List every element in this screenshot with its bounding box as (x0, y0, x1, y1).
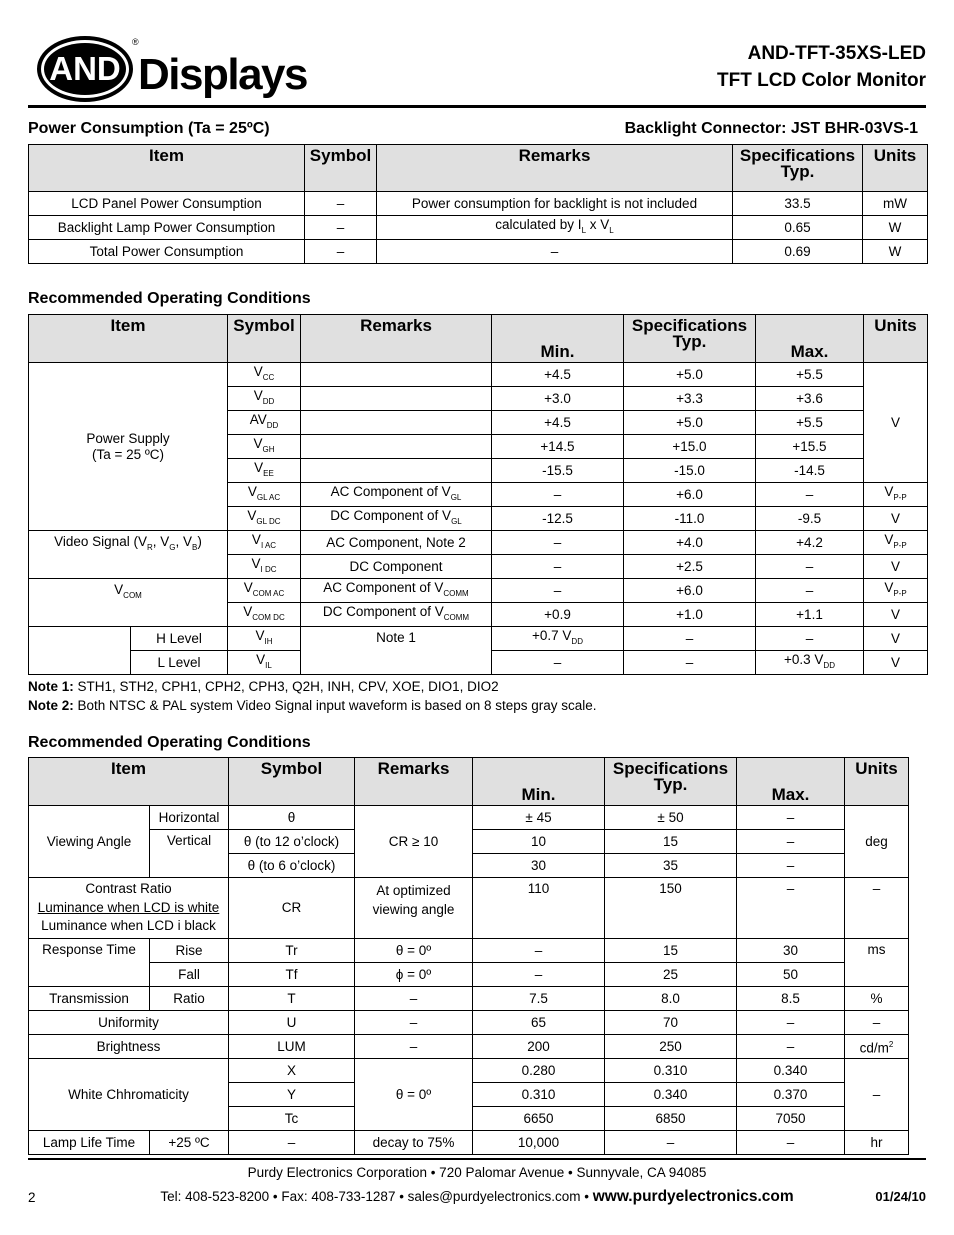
roc2-section-title: Recommended Operating Conditions (28, 734, 311, 751)
operating-conditions-table-1 (28, 314, 928, 675)
table-header-row: Item Symbol Remarks Min. Specifications Typ. Max. Units (29, 758, 909, 806)
table-row: White Chhromaticity X θ = 0º 0.280 0.310 0.340 – (29, 1059, 909, 1083)
table-row: LCD Panel Power Consumption – Power consumption for backlight is not included 33.5 mW (29, 192, 928, 216)
page-number: 2 (28, 1190, 36, 1205)
table-row: $V_{COM}$ $V_{COM AC}$ AC Component of $V_{COMM}$ – +6.0 – $V_{P-P}$ (29, 579, 928, 603)
backlight-connector: Backlight Connector: JST BHR-03VS-1 (624, 120, 918, 137)
document-title (717, 40, 926, 94)
table-row: Video Signal ($V_R$, $V_G$, $V_B$) $V_{I AC}$ AC Component, Note 2 – +4.0 +4.2 $V_{P-P}$ (29, 531, 928, 555)
table-row: $V_{COM DC}$ DC Component of $V_{COMM}$ +0.9 +1.0 +1.1 V (29, 603, 928, 627)
table-row: Response Time Rise Tr θ = 0º – 15 30 ms (29, 939, 909, 963)
model-number: AND-TFT-35XS-LED (747, 43, 926, 64)
operating-conditions-table-2 (28, 757, 909, 1155)
table-row: Uniformity U – 65 70 – – (29, 1011, 909, 1035)
table-row: Viewing Angle Horizontal θ CR ≥ 10 ± 45 ± 50 – deg (29, 806, 909, 830)
table-row: L Level $V_{IL}$ – – +0.3 $V_{DD}$ V (29, 651, 928, 675)
video-signal-label: Video Signal ($V_R$, $V_G$, $V_B$) (29, 531, 228, 579)
table-row: θ (to 6 o’clock) 30 35 – (29, 854, 909, 878)
revision-date: 01/24/10 (875, 1189, 926, 1204)
table-row: Power Supply (Ta = 25 ºC) $V_{CC}$ +4.5 +5.0 +5.5 V (29, 363, 928, 387)
power-consumption-table (28, 144, 928, 264)
and-displays-logo (36, 34, 336, 106)
power-section-title: Power Consumption (Ta = 25ºC) (28, 120, 270, 137)
table-row: Tc 6650 6850 7050 (29, 1107, 909, 1131)
table-row: $V_{GH}$ +14.5 +15.0 +15.5 (29, 435, 928, 459)
logo-displays-text: Displays (138, 50, 307, 99)
table-row: $V_{DD}$ +3.0 +3.3 +3.6 (29, 387, 928, 411)
footer-address: Purdy Electronics Corporation • 720 Palomar Avenue • Sunnyvale, CA 94085 (247, 1165, 707, 1180)
logo-and-text: AND (49, 50, 121, 87)
table-row: $V_{EE}$ -15.5 -15.0 -14.5 (29, 459, 928, 483)
table-row: Lamp Life Time +25 ºC – decay to 75% 10,000 – – hr (29, 1131, 909, 1155)
table-row: Transmission Ratio T – 7.5 8.0 8.5 % (29, 987, 909, 1011)
table-row: Y 0.310 0.340 0.370 (29, 1083, 909, 1107)
col-units: Units (863, 145, 928, 192)
footer-contact: Tel: 408-523-8200 • Fax: 408-733-1287 • sales@purdyelectronics.com • www.purdyelectronics.com (160, 1188, 794, 1205)
table-row: $AV_{DD}$ +4.5 +5.0 +5.5 (29, 411, 928, 435)
col-symbol: Symbol (305, 145, 377, 192)
website-link[interactable]: www.purdyelectronics.com (592, 1188, 794, 1205)
header-divider (28, 105, 926, 108)
table-row: Fall Tf ϕ = 0º – 25 50 (29, 963, 909, 987)
table-row: Contrast Ratio Luminance when LCD is white Luminance when LCD i black CR At optimized viewing angle 110 150 – – (29, 878, 909, 939)
registered-mark: ® (132, 37, 139, 47)
col-item: Item (29, 145, 305, 192)
vcom-label: $V_{COM}$ (29, 579, 228, 627)
table-header-row (29, 145, 928, 192)
table-row: Backlight Lamp Power Consumption – calculated by $I_L$ x $V_L$ 0.65 W (29, 216, 928, 240)
table-header-row: Item Symbol Remarks Min. Specifications Typ. Max. Units (29, 315, 928, 363)
table-row: Vertical θ (to 12 o’clock) 10 15 – (29, 830, 909, 854)
product-name: TFT LCD Color Monitor (717, 70, 926, 91)
note-2: Note 2: Both NTSC & PAL system Video Signal input waveform is based on 8 steps gray scale. (28, 698, 597, 713)
roc1-section-title: Recommended Operating Conditions (28, 290, 311, 307)
table-row: Brightness LUM – 200 250 – $cd/m^2$ (29, 1035, 909, 1059)
table-row: H Level $V_{IH}$ Note 1 +0.7 $V_{DD}$ – – V (29, 627, 928, 651)
table-row: $V_{GL DC}$ DC Component of $V_{GL}$ -12.5 -11.0 -9.5 V (29, 507, 928, 531)
table-row: $V_{GL AC}$ AC Component of $V_{GL}$ – +6.0 – $V_{P-P}$ (29, 483, 928, 507)
contrast-ratio-label: Contrast Ratio Luminance when LCD is white Luminance when LCD i black (29, 878, 229, 939)
table-row: $V_{I DC}$ DC Component – +2.5 – V (29, 555, 928, 579)
table-row: Total Power Consumption – – 0.69 W (29, 240, 928, 264)
col-remarks: Remarks (377, 145, 733, 192)
note-1: Note 1: STH1, STH2, CPH1, CPH2, CPH3, Q2H, INH, CPV, XOE, DIO1, DIO2 (28, 679, 499, 694)
power-supply-label: Power Supply (Ta = 25 ºC) (29, 363, 228, 531)
col-spec-typ: Specifications Typ. (733, 145, 863, 192)
footer-divider (28, 1158, 926, 1160)
